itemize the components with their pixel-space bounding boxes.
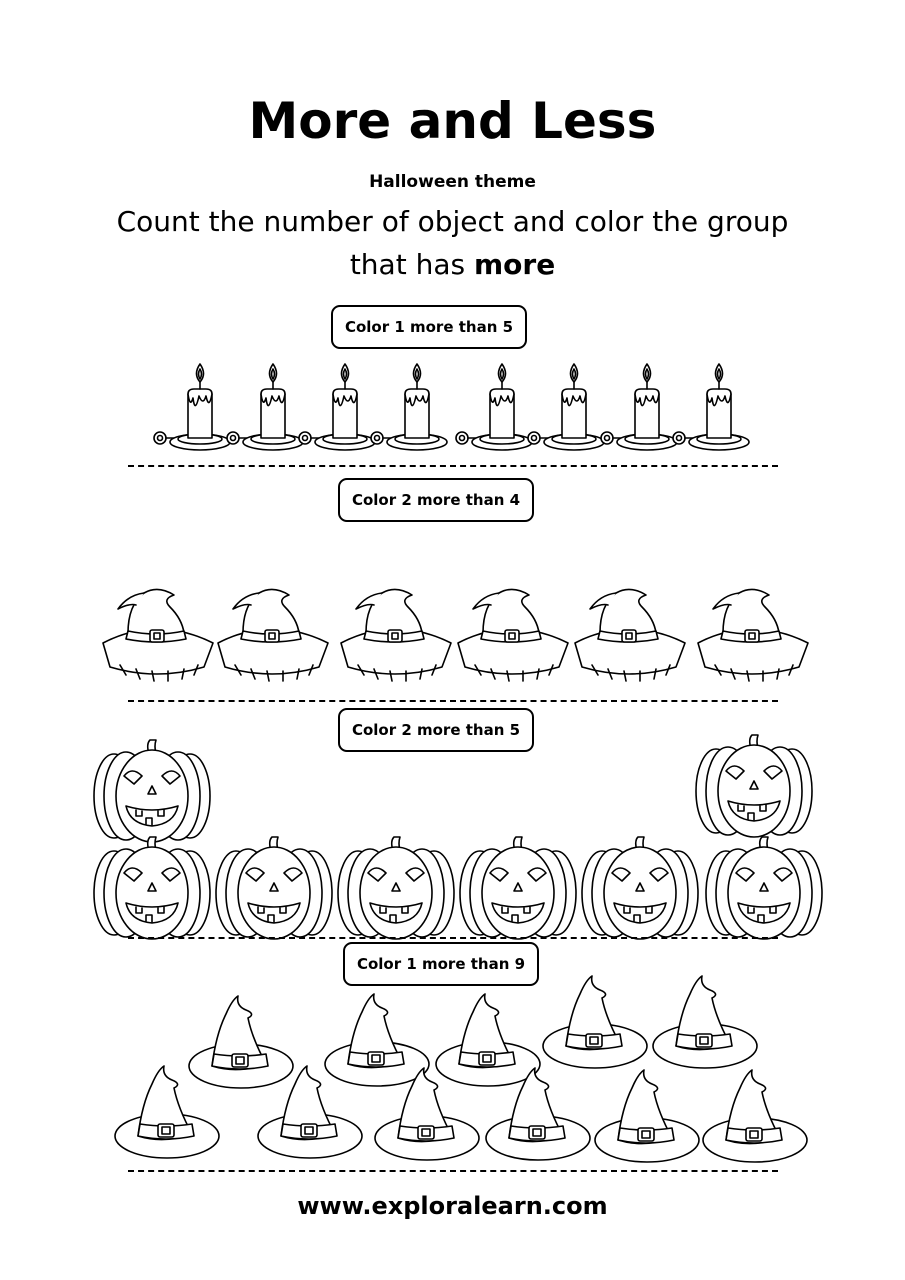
witch-hat-icon xyxy=(338,585,456,685)
candle-icon xyxy=(669,362,769,454)
wizard-hat-icon xyxy=(112,1064,222,1164)
pumpkin-icon xyxy=(92,835,212,941)
pumpkin-icon xyxy=(214,835,334,941)
wizard-hat-icon xyxy=(372,1066,482,1166)
witch-hat-icon xyxy=(215,585,333,685)
witch-hat-icon xyxy=(100,585,218,685)
section-4-label: Color 1 more than 9 xyxy=(343,942,539,986)
pumpkin-icon xyxy=(458,835,578,941)
witch-hat-icon xyxy=(572,585,690,685)
section-3-divider xyxy=(128,937,778,939)
section-2-label: Color 2 more than 4 xyxy=(338,478,534,522)
section-1-label: Color 1 more than 5 xyxy=(331,305,527,349)
worksheet-title: More and Less xyxy=(248,92,657,150)
wizard-hat-icon xyxy=(483,1066,593,1166)
witch-hat-icon xyxy=(695,585,813,685)
section-1-divider xyxy=(128,465,778,467)
section-3-label: Color 2 more than 5 xyxy=(338,708,534,752)
instruction-line-1: Count the number of object and color the group xyxy=(116,205,789,238)
witch-hat-icon xyxy=(455,585,573,685)
wizard-hat-icon xyxy=(255,1064,365,1164)
website-footer: www.exploralearn.com xyxy=(297,1192,608,1220)
instruction-emphasis: more xyxy=(473,248,556,281)
pumpkin-icon xyxy=(704,835,824,941)
wizard-hat-icon xyxy=(650,974,760,1074)
pumpkin-icon xyxy=(336,835,456,941)
pumpkin-icon xyxy=(92,738,212,844)
instruction-line-2 xyxy=(0,248,905,281)
wizard-hat-icon xyxy=(592,1068,702,1168)
instruction-prefix: that has xyxy=(349,248,474,281)
section-4-divider xyxy=(128,1170,778,1172)
worksheet-subtitle: Halloween theme xyxy=(369,172,536,192)
section-2-divider xyxy=(128,700,778,702)
wizard-hat-icon xyxy=(700,1068,810,1168)
wizard-hat-icon xyxy=(540,974,650,1074)
pumpkin-icon xyxy=(694,733,814,839)
pumpkin-icon xyxy=(580,835,700,941)
